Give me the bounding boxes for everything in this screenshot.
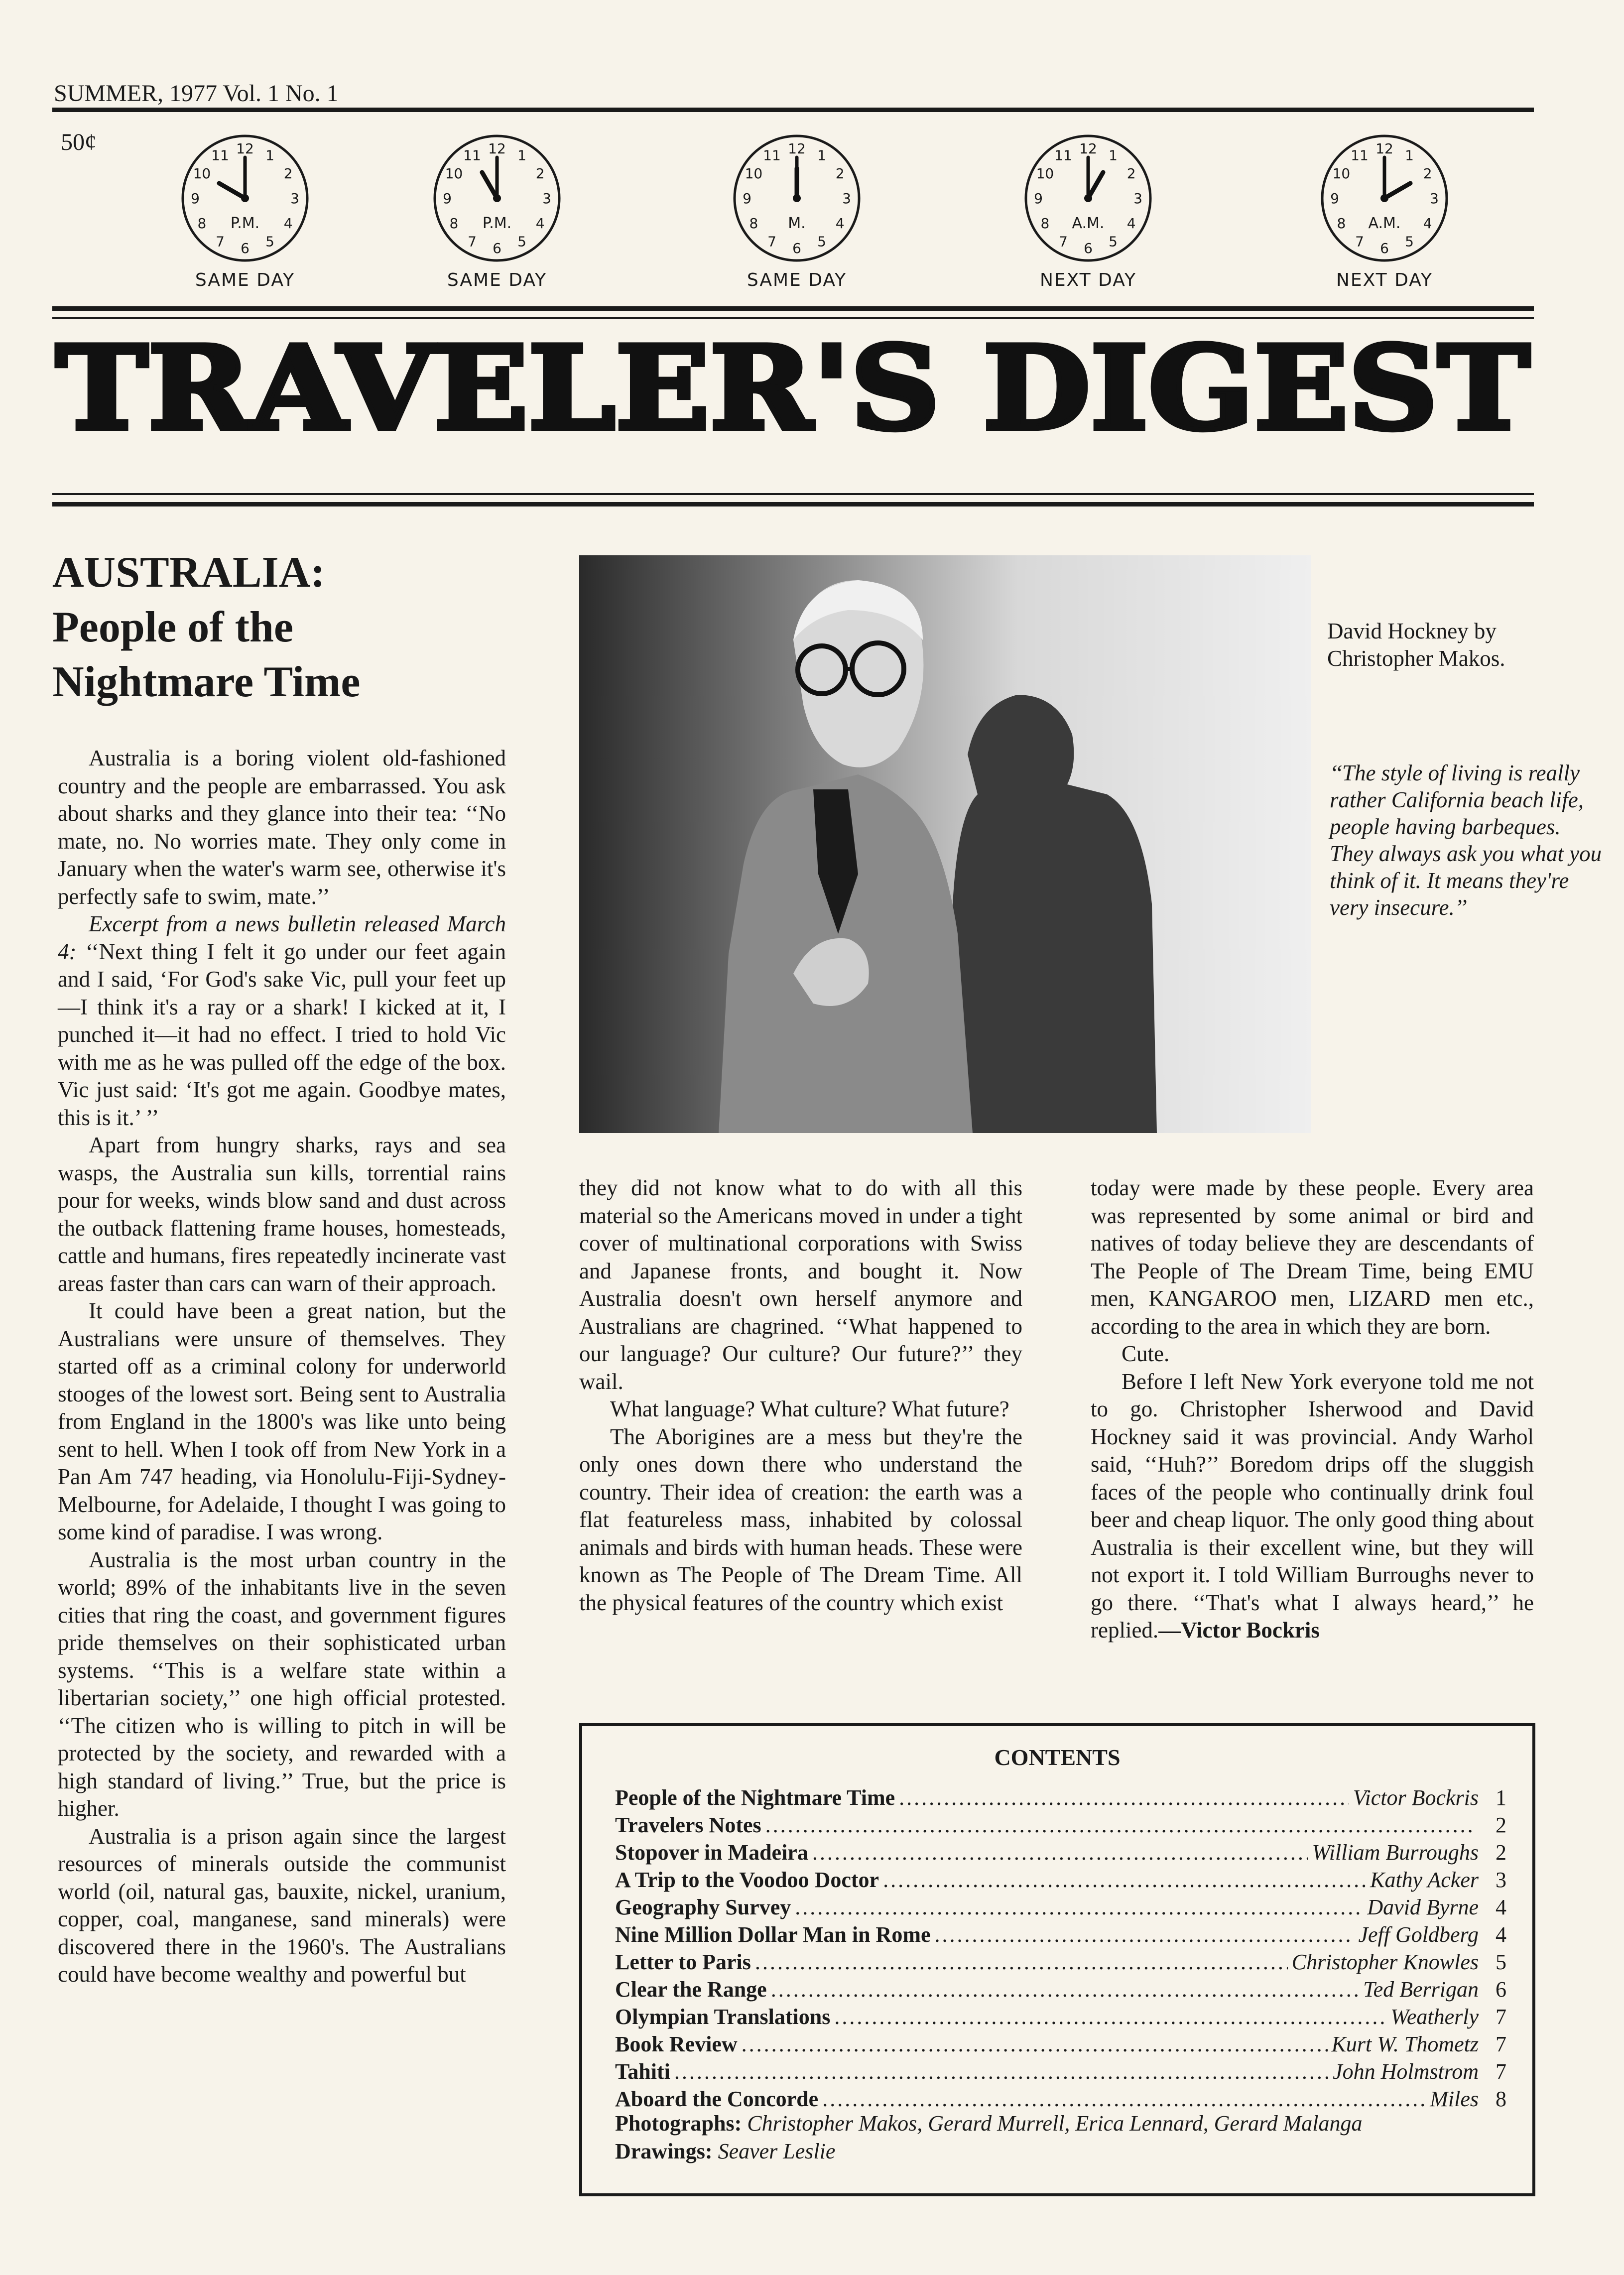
clock-numeral: 5 [817, 233, 826, 250]
clock-numeral: 9 [191, 190, 200, 207]
contents-author: John Holmstrom [1333, 2059, 1479, 2084]
contents-author: William Burroughs [1312, 1840, 1479, 1865]
clock-numeral: 2 [535, 165, 545, 182]
excerpt-text: ‘‘Next thing I felt it go under our feet again and I said, ‘For God's sake Vic, pull your feet up—I think it's a ray or a shark! I kicked at it, I punched it—it had no effect. I tried to hold Vic with me as he was pulled off the edge of the box. Vic just said: ‘It's got me again. Goodbye mates, this is it.’ ’’ [58, 939, 506, 1130]
contents-row[interactable] [615, 1785, 1506, 1812]
hour-hand [482, 172, 497, 198]
clock-numeral: 6 [241, 240, 250, 256]
paragraph-text: Before I left New York everyone told me not to go. Christopher Isherwood and David Hockney said it was provincial. Andy Warhol said, ‘‘Huh?’’ Boredom drips off the sluggish faces of the people who continually drink foul beer and cheap liquor. The only good thing about Australia is their excellent wine, but they will not export it. I told William Burroughs never to go there. ‘‘That's what I always heard,’’ he replied. [1091, 1369, 1534, 1643]
contents-leader-dots [935, 1922, 1355, 1947]
contents-page-number: 4 [1496, 1922, 1506, 1947]
clock-numeral: 8 [449, 215, 459, 232]
clock-numeral: 4 [1126, 215, 1136, 232]
issue-line: SUMMER, 1977 Vol. 1 No. 1 [54, 80, 339, 107]
clock-numeral: 4 [283, 215, 293, 232]
title-bottom-rule-thin [52, 493, 1534, 495]
clock-4 [1018, 128, 1158, 290]
contents-leader-dots [742, 2031, 1328, 2057]
photo-illustration [579, 555, 1311, 1133]
clock-numeral: 7 [216, 233, 225, 250]
clock-meridiem: P.M. [482, 215, 512, 232]
clock-numeral: 6 [1380, 240, 1389, 256]
clock-numeral: 3 [1133, 190, 1142, 207]
paragraph: It could have been a great nation, but the Australians were unsure of themselves. They started off as a criminal colony for underworld stooges of the lowest sort. Being sent to Australia from England in the 1800's was like unto being sent to hell. When I took off from New York in a Pan Am 747 heading, via Honolulu-Fiji-Sydney-Melbourne, for Adelaide, I thought I was going to some kind of paradise. I was wrong. [58, 1298, 506, 1544]
clock-numeral: 5 [1405, 233, 1414, 250]
paragraph: today were made by these people. Every area was represented by some animal or bird and natives of today believe they are descendants of The People of The Dream Time, being EMU men, KANGAROO men, LIZARD men etc., according to the area in which they are born. [1091, 1175, 1534, 1339]
contents-row[interactable] [615, 1922, 1506, 1949]
contents-page-number: 4 [1496, 1895, 1506, 1919]
contents-author: Miles [1430, 2087, 1479, 2111]
clock-numeral: 3 [842, 190, 851, 207]
clock-face-icon [427, 128, 567, 268]
contents-author: Ted Berrigan [1363, 1977, 1479, 2002]
clock-numeral: 4 [835, 215, 845, 232]
clock-meridiem: M. [788, 215, 806, 232]
title-top-rule [52, 306, 1534, 311]
top-rule [52, 108, 1534, 112]
contents-row[interactable] [615, 1840, 1506, 1867]
clock-day-label: SAME DAY [747, 270, 847, 290]
clock-day-label: SAME DAY [447, 270, 547, 290]
contents-page-number: 3 [1496, 1868, 1506, 1892]
clock-numeral: 10 [445, 165, 463, 182]
contents-title: Stopover in Madeira [615, 1840, 808, 1865]
contents-leader-dots [674, 2059, 1329, 2084]
clock-numeral: 8 [1337, 215, 1346, 232]
byline: —Victor Bockris [1158, 1618, 1320, 1643]
clock-meridiem: A.M. [1368, 215, 1401, 232]
contents-row[interactable] [615, 1812, 1506, 1840]
clock-numeral: 9 [743, 190, 751, 207]
contents-title: A Trip to the Voodoo Doctor [615, 1868, 879, 1892]
title-bottom-rule [52, 502, 1534, 506]
clock-numeral: 6 [493, 240, 501, 256]
clock-numeral: 2 [1423, 165, 1432, 182]
clock-face-icon [1018, 128, 1158, 268]
hockney-photo [579, 555, 1311, 1133]
paragraph: Apart from hungry sharks, rays and sea wasps, the Australia sun kills, torrential rains pour for weeks, winds blow sand and dust across the outback flattening frame houses, homesteads, cattle and humans, fires repeatedly incinerate vast areas faster than cars can warn of their approach. [58, 1133, 506, 1296]
clock-2 [427, 128, 567, 290]
contents-leader-dots [765, 1812, 1475, 1838]
contents-title: People of the Nightmare Time [615, 1785, 895, 1810]
hour-hand [1088, 172, 1103, 198]
contents-title: Travelers Notes [615, 1813, 761, 1837]
contents-row[interactable] [615, 2059, 1506, 2086]
contents-title: Book Review [615, 2032, 738, 2056]
clock-numeral: 1 [1405, 147, 1414, 164]
contents-leader-dots [771, 1977, 1359, 2002]
contents-author: Victor Bockris [1353, 1785, 1479, 1810]
contents-author: Weatherly [1390, 2005, 1479, 2029]
excerpt-label: Excerpt from a news bulletin released March 4: [58, 911, 506, 964]
paragraph: What language? What culture? What future? [610, 1396, 1009, 1421]
headline-line-3: Nightmare Time [52, 658, 361, 706]
contents-author: Christopher Knowles [1291, 1950, 1479, 1974]
contents-author: Jeff Goldberg [1358, 1922, 1479, 1947]
clock-face-icon [727, 128, 867, 268]
clock-numeral: 12 [788, 140, 806, 157]
paragraph: The Aborigines are a mess but they're the only ones down there who understand the country. Their idea of creation: the earth was a flat featureless mass, inhabited by colossal animals and birds with human heads. These were known as The People of The Dream Time. All the physical features of the country which exist [579, 1424, 1022, 1615]
clock-numeral: 11 [463, 147, 481, 164]
contents-leader-dots [883, 1867, 1366, 1893]
contents-title: Clear the Range [615, 1977, 767, 2002]
contents-page-number: 8 [1496, 2087, 1506, 2111]
clock-numeral: 5 [1109, 233, 1118, 250]
clock-numeral: 3 [542, 190, 551, 207]
article-headline [52, 545, 550, 710]
clock-numeral: 10 [193, 165, 211, 182]
contents-title: Letter to Paris [615, 1950, 751, 1974]
clock-numeral: 1 [1109, 147, 1118, 164]
contents-leader-dots [822, 2086, 1426, 2112]
clock-numeral: 12 [1079, 140, 1097, 157]
contents-leader-dots [834, 2004, 1386, 2029]
clock-numeral: 11 [1351, 147, 1369, 164]
clock-numeral: 9 [1330, 190, 1339, 207]
clock-numeral: 10 [745, 165, 763, 182]
article-column-1 [58, 745, 506, 1989]
paragraph: Australia is the most urban country in the world; 89% of the inhabitants live in the seven cities that ring the coast, and government figures pride themselves on their sophisticated urban systems. ‘‘This is a welfare state within a libertarian society,’’ one high official protested. ‘‘The citizen who is willing to pitch in will be protected by the society, and rewarded with a high standard of living.’’ True, but the price is higher. [58, 1547, 506, 1821]
clock-numeral: 7 [468, 233, 477, 250]
price: 50¢ [61, 129, 97, 155]
photographs-credit [615, 2110, 1506, 2138]
contents-page-number: 2 [1496, 1813, 1506, 1837]
contents-leader-dots [755, 1949, 1288, 1975]
masthead-title-text: TRAVELER'S DIGEST [56, 326, 1530, 446]
contents-row[interactable] [615, 1895, 1506, 1922]
contents-leader-dots [812, 1840, 1308, 1865]
article-column-2 [579, 1174, 1022, 1617]
contents-row[interactable] [615, 2031, 1506, 2059]
clock-numeral: 2 [1126, 165, 1136, 182]
clock-day-label: SAME DAY [195, 270, 295, 290]
paragraph: Australia is a boring violent old-fashioned country and the people are embarrassed. You ask about sharks and they glance into their tea: ‘‘No mate, no. No worries mate. They only come in January when the water's warm see, otherwise it's perfectly safe to swim, mate.’’ [58, 746, 506, 909]
drawings-names: Seaver Leslie [718, 2139, 836, 2163]
paragraph: they did not know what to do with all this material so the Americans moved in under a tight cover of multinational corporations with Swiss and Japanese fronts, and bought it. Now Australia doesn't own herself anymore and Australians are chagrined. ‘‘What happened to our language? Our culture? Our future?’’ they wail. [579, 1175, 1022, 1394]
clock-numeral: 3 [1430, 190, 1439, 207]
article-column-3 [1091, 1174, 1534, 1644]
clock-face-icon [1315, 128, 1454, 268]
headline-line-1: AUSTRALIA: [52, 548, 325, 597]
contents-page-number: 7 [1496, 2005, 1506, 2029]
paragraph [58, 910, 506, 1132]
clock-numeral: 3 [290, 190, 299, 207]
clock-numeral: 8 [197, 215, 207, 232]
clock-numeral: 2 [835, 165, 845, 182]
contents-title: Tahiti [615, 2059, 670, 2084]
photographs-names: Christopher Makos, Gerard Murrell, Erica Lennard, Gerard Malanga [747, 2111, 1363, 2136]
paragraph [1091, 1368, 1534, 1644]
drawings-label: Drawings: [615, 2139, 713, 2163]
clock-numeral: 8 [1040, 215, 1050, 232]
contents-page-number: 6 [1496, 1977, 1506, 2002]
contents-title: Aboard the Concorde [615, 2087, 819, 2111]
clock-numeral: 9 [1034, 190, 1043, 207]
contents-title: Olympian Translations [615, 2005, 831, 2029]
clock-numeral: 4 [535, 215, 545, 232]
clock-numeral: 5 [517, 233, 526, 250]
masthead-title [52, 326, 1534, 446]
clock-face-icon [175, 128, 315, 268]
hour-hand [1384, 183, 1410, 198]
paragraph: Australia is a prison again since the largest resources of minerals outside the communist world (oil, natural gas, bauxite, nickel, uranium, copper, coal, manganese, sand minerals) were discovered there in the 1960's. The Australians could have become wealthy and powerful but [58, 1823, 506, 1987]
clock-numeral: 7 [1059, 233, 1068, 250]
contents-page-number: 1 [1496, 1785, 1506, 1810]
clock-meridiem: A.M. [1072, 215, 1105, 232]
clock-numeral: 8 [749, 215, 758, 232]
contents-leader-dots [899, 1785, 1349, 1810]
pull-quote: ‘‘The style of living is really rather California beach life, people having barbeques. They always ask you what you think of it. It means they're very insecure.’’ [1330, 760, 1602, 920]
credits [615, 2110, 1506, 2165]
clock-3 [727, 128, 867, 290]
drawings-credit [615, 2138, 1506, 2165]
clock-numeral: 1 [265, 147, 274, 164]
contents-page-number: 5 [1496, 1950, 1506, 1974]
clock-numeral: 5 [265, 233, 274, 250]
clock-numeral: 6 [1084, 240, 1093, 256]
contents-box [579, 1723, 1535, 2196]
clock-numeral: 1 [817, 147, 826, 164]
contents-page-number: 2 [1496, 1840, 1506, 1865]
contents-list [615, 1785, 1506, 2114]
title-top-rule-thin [52, 317, 1534, 319]
clock-numeral: 4 [1423, 215, 1432, 232]
contents-row[interactable] [615, 2004, 1506, 2031]
contents-author: Kurt W. Thometz [1331, 2032, 1479, 2056]
clock-day-label: NEXT DAY [1039, 270, 1137, 290]
clock-numeral: 12 [488, 140, 506, 157]
clock-numeral: 2 [283, 165, 293, 182]
contents-page-number: 7 [1496, 2059, 1506, 2084]
contents-leader-dots [795, 1895, 1363, 1920]
contents-author: Kathy Acker [1370, 1868, 1479, 1892]
clock-numeral: 9 [443, 190, 452, 207]
headline-line-2: People of the [52, 603, 293, 651]
clock-day-label: NEXT DAY [1336, 270, 1433, 290]
contents-author: David Byrne [1367, 1895, 1479, 1919]
contents-heading: CONTENTS [994, 1745, 1121, 1770]
clock-numeral: 7 [1355, 233, 1364, 250]
contents-page-number: 7 [1496, 2032, 1506, 2056]
clock-5 [1315, 128, 1454, 290]
clock-numeral: 11 [763, 147, 781, 164]
contents-row[interactable] [615, 1949, 1506, 1977]
clock-numeral: 12 [236, 140, 254, 157]
clock-meridiem: P.M. [230, 215, 260, 232]
clock-numeral: 7 [767, 233, 776, 250]
clock-numeral: 11 [211, 147, 229, 164]
clock-numeral: 10 [1332, 165, 1351, 182]
contents-row[interactable] [615, 1867, 1506, 1895]
contents-title: Nine Million Dollar Man in Rome [615, 1922, 931, 1947]
clock-numeral: 12 [1375, 140, 1393, 157]
clock-numeral: 11 [1054, 147, 1072, 164]
contents-row[interactable] [615, 1977, 1506, 2004]
paragraph: Cute. [1122, 1341, 1170, 1366]
clock-1 [175, 128, 315, 290]
photo-caption: David Hockney by Christopher Makos. [1327, 619, 1505, 671]
hour-hand [219, 183, 245, 198]
photographs-label: Photographs: [615, 2111, 742, 2136]
clock-numeral: 6 [792, 240, 801, 256]
clock-numeral: 10 [1036, 165, 1054, 182]
contents-title: Geography Survey [615, 1895, 791, 1919]
clock-numeral: 1 [517, 147, 526, 164]
